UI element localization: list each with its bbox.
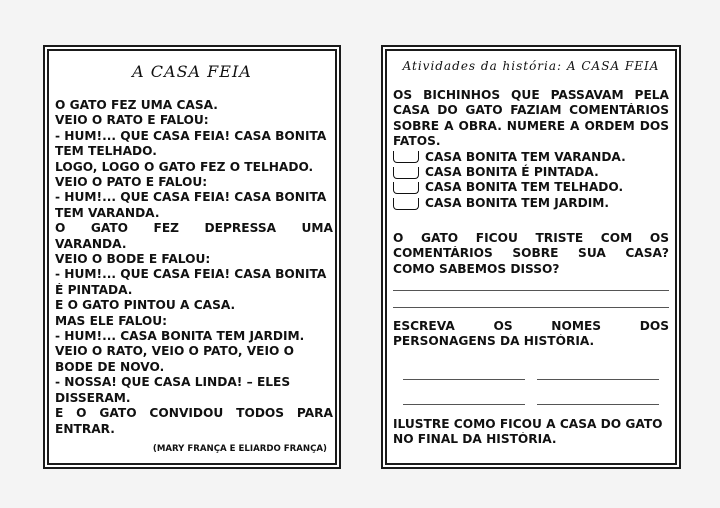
number-blank[interactable] (393, 151, 419, 163)
text-line: - HUM!... QUE CASA FEIA! CASA BONITA (55, 128, 327, 143)
text-line: COMENTÁRIOS SOBRE SUA CASA? (393, 246, 669, 261)
text-line: COMO SABEMOS DISSO? (393, 261, 560, 276)
story-title: A CASA FEIA (132, 62, 252, 81)
text-line: ENTRAR. (55, 421, 115, 436)
question-2 (393, 231, 669, 277)
text-line: TEM VARANDA. (55, 205, 160, 220)
story-card (43, 45, 341, 469)
text-line: O GATO FICOU TRISTE COM OS (393, 231, 669, 245)
text-line: E O GATO PINTOU A CASA. (55, 298, 236, 313)
text-line: O GATO FEZ UMA CASA. (55, 98, 218, 112)
text-line: ESCREVA OS NOMES DOS (393, 319, 669, 333)
text-line: VEIO O RATO E FALOU: (55, 113, 209, 128)
text-line: É PINTADA. (55, 282, 133, 297)
text-line: ILUSTRE COMO FICOU A CASA DO GATO (393, 417, 663, 431)
text-line: VARANDA. (55, 236, 127, 251)
answer-line[interactable] (393, 290, 669, 291)
text-line: DISSERAM. (55, 390, 131, 405)
number-blank[interactable] (393, 167, 419, 179)
name-line[interactable] (537, 379, 659, 380)
text-line: PERSONAGENS DA HISTÓRIA. (393, 334, 595, 349)
text-line: LOGO, LOGO O GATO FEZ O TELHADO. (55, 159, 314, 174)
name-line[interactable] (403, 404, 525, 405)
option-3 (393, 180, 669, 195)
text-line: TEM TELHADO. (55, 144, 157, 159)
option-4 (393, 196, 669, 211)
activities-card (381, 45, 681, 469)
text-line: VEIO O PATO E FALOU: (55, 175, 208, 190)
name-line[interactable] (537, 404, 659, 405)
option-3-text: CASA BONITA TEM TELHADO. (425, 180, 624, 195)
story-text (55, 98, 333, 437)
text-line: O GATO FEZ DEPRESSA UMA (55, 221, 333, 236)
option-1-text: CASA BONITA TEM VARANDA. (425, 149, 626, 164)
text-line: CASA DO GATO FAZIAM COMENTÁRIOS (393, 103, 669, 118)
question-1 (393, 88, 669, 211)
number-blank[interactable] (393, 182, 419, 194)
story-credit: (MARY FRANÇA E ELIARDO FRANÇA) (152, 444, 327, 454)
text-line: - HUM!... QUE CASA FEIA! CASA BONITA (55, 267, 327, 282)
question-3 (393, 319, 669, 350)
text-line: VEIO O BODE E FALOU: (55, 252, 211, 267)
text-line: E O GATO CONVIDOU TODOS PARA (55, 406, 333, 421)
answer-line[interactable] (393, 307, 669, 308)
text-line: VEIO O RATO, VEIO O PATO, VEIO O (55, 344, 294, 359)
question-4 (393, 417, 669, 448)
text-line: BODE DE NOVO. (55, 359, 165, 374)
name-line[interactable] (403, 379, 525, 380)
text-line: NO FINAL DA HISTÓRIA. (393, 432, 557, 447)
text-line: SOBRE A OBRA. NUMERE A ORDEM DOS (393, 118, 669, 133)
option-1 (393, 150, 669, 165)
activities-title: Atividades da história: A CASA FEIA (402, 59, 660, 73)
number-blank[interactable] (393, 198, 419, 210)
question-1-text (393, 88, 669, 150)
text-line: FATOS. (393, 134, 441, 149)
text-line: - HUM!... QUE CASA FEIA! CASA BONITA (55, 190, 327, 205)
text-line: MAS ELE FALOU: (55, 313, 168, 328)
option-2 (393, 165, 669, 180)
option-4-text: CASA BONITA TEM JARDIM. (425, 195, 610, 210)
text-line: OS BICHINHOS QUE PASSAVAM PELA (393, 88, 669, 102)
option-2-text: CASA BONITA É PINTADA. (425, 164, 599, 179)
text-line: - HUM!... CASA BONITA TEM JARDIM. (55, 329, 305, 344)
text-line: - NOSSA! QUE CASA LINDA! – ELES (55, 375, 291, 390)
